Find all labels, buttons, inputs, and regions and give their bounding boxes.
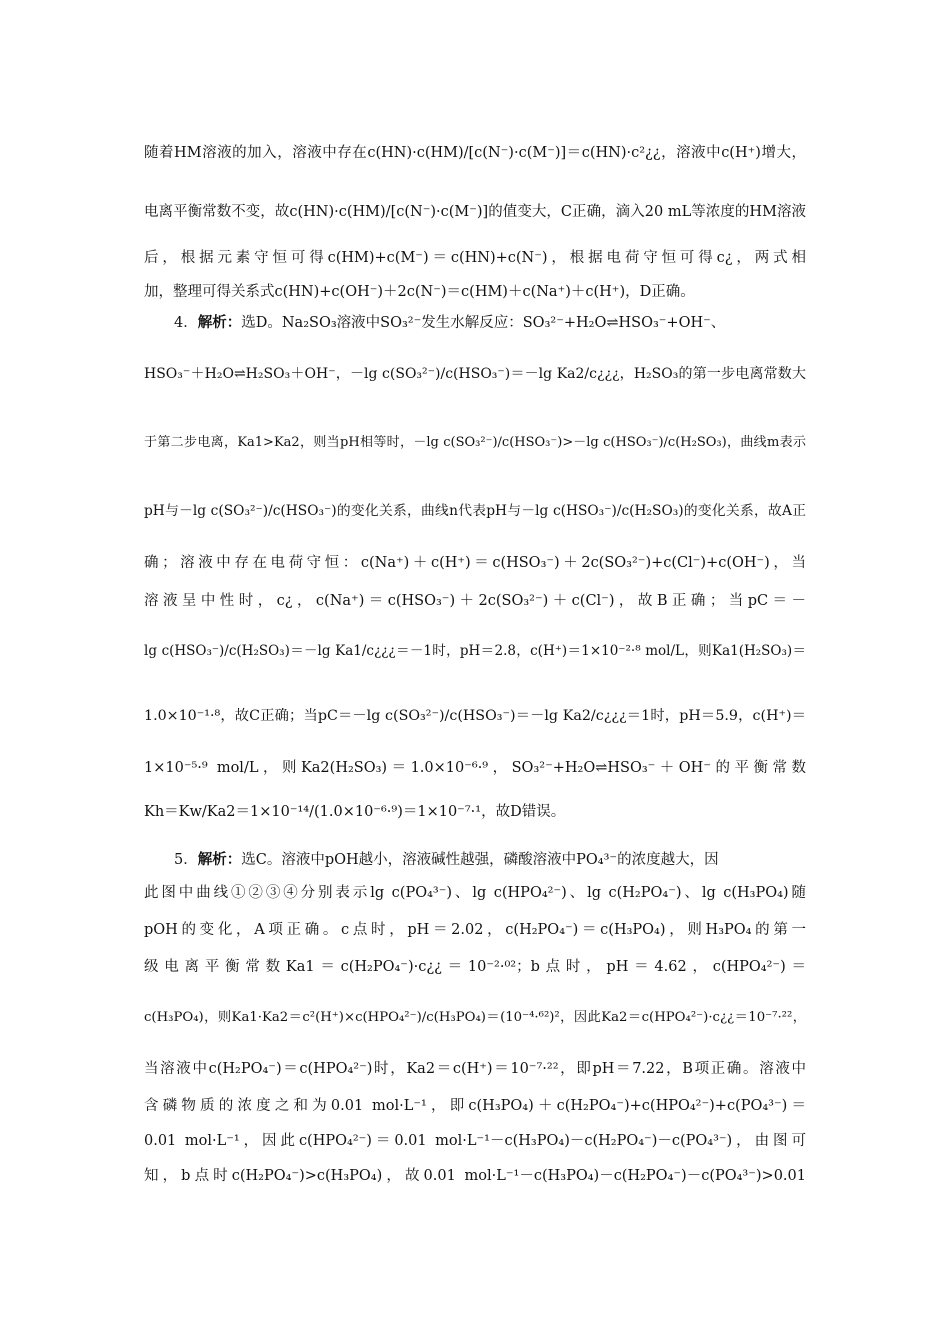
text-line: 加，整理可得关系式c(HN)+c(OH⁻)＋2c(N⁻)＝c(HM)＋c(Na⁺)＋c(H⁺)，D正确。 — [144, 284, 695, 300]
item-4-heading — [174, 312, 806, 334]
item-5-number: 5． — [174, 852, 198, 868]
text-line: Kh＝Kw/Ka2＝1×10⁻¹⁴/(1.0×10⁻⁶·⁹)＝1×10⁻⁷·¹，故D错误。 — [144, 804, 566, 820]
text-line: lg c(HSO₃⁻)/c(H₂SO₃)＝－lg Ka1/c¿¿¿＝－1时，pH＝2.8，c(H⁺)＝1×10⁻²·⁸ mol/L，则Ka1(H₂SO₃)＝ — [144, 643, 806, 659]
text-line: pH与－lg c(SO₃²⁻)/c(HSO₃⁻)的变化关系，曲线n代表pH与－lg c(HSO₃⁻)/c(H₂SO₃)的变化关系，故A正 — [144, 503, 806, 519]
text-line: 含磷物质的浓度之和为0.01 mol·L⁻¹，即c(H₃PO₄)＋c(H₂PO₄⁻)+c(HPO₄²⁻)+c(PO₄³⁻)＝ — [144, 1098, 806, 1114]
text-line: 溶液中pOH越小，溶液碱性越强，磷酸溶液中PO₄³⁻的浓度越大，因 — [281, 852, 719, 868]
text-line: HSO₃⁻＋H₂O⇌H₂SO₃＋OH⁻，－lg c(SO₃²⁻)/c(HSO₃⁻)＝－lg Ka2/c¿¿¿，H₂SO₃的第一步电离常数大 — [144, 366, 806, 382]
item-4-number: 4． — [174, 315, 198, 331]
text-line: 当溶液中c(H₂PO₄⁻)＝c(HPO₄²⁻)时，Ka2＝c(H⁺)＝10⁻⁷·²²，即pH＝7.22，B项正确。溶液中 — [144, 1061, 806, 1077]
text-line: 确；溶液中存在电荷守恒：c(Na⁺)＋c(H⁺)＝c(HSO₃⁻)＋2c(SO₃²⁻)+c(Cl⁻)+c(OH⁻)，当 — [144, 555, 806, 571]
text-line: SO₃²⁻+H₂O⇌HSO₃⁻+OH⁻、 — [522, 315, 726, 331]
text-line: c(H₃PO₄)，则Ka1·Ka2＝c²(H⁺)×c(HPO₄²⁻)/c(H₃PO₄)＝(10⁻⁴·⁶²)²，因此Ka2＝c(HPO₄²⁻)·c¿¿＝10⁻⁷·²²， — [144, 1010, 806, 1025]
text-line: 1×10⁻⁵·⁹ mol/L，则Ka2(H₂SO₃)＝1.0×10⁻⁶·⁹，SO₃²⁻+H₂O⇌HSO₃⁻＋OH⁻的平衡常数 — [144, 760, 806, 776]
text-line: 1.0×10⁻¹·⁸，故C正确；当pC＝－lg c(SO₃²⁻)/c(HSO₃⁻)＝－lg Ka2/c¿¿¿＝1时，pH＝5.9，c(H⁺)＝ — [144, 708, 806, 724]
text-line: 于第二步电离，Ka1>Ka2，则当pH相等时，－lg c(SO₃²⁻)/c(HSO₃⁻)>－lg c(HSO₃⁻)/c(H₂SO₃)，曲线m表示 — [144, 435, 806, 450]
text-line: 溶液呈中性时，c¿，c(Na⁺)＝c(HSO₃⁻)＋2c(SO₃²⁻)＋c(Cl⁻)，故B正确；当pC＝－ — [144, 593, 806, 609]
text-line: 电离平衡常数不变，故c(HN)·c(HM)/[c(N⁻)·c(M⁻)]的值变大，C正确，滴入20 mL等浓度的HM溶液 — [144, 204, 806, 220]
text-line: 0.01 mol·L⁻¹，因此c(HPO₄²⁻)＝0.01 mol·L⁻¹－c(H₃PO₄)－c(H₂PO₄⁻)－c(PO₄³⁻)，由图可 — [144, 1133, 806, 1149]
item-5-heading — [174, 849, 806, 871]
item-5-label: 解析： — [197, 851, 242, 868]
text-line: 后，根据元素守恒可得c(HM)+c(M⁻)＝c(HN)+c(N⁻)，根据电荷守恒可得c¿，两式相 — [144, 250, 806, 266]
text-line: 此图中曲线①②③④分别表示lg c(PO₄³⁻)、lg c(HPO₄²⁻)、lg c(H₂PO₄⁻)、lg c(H₃PO₄)随 — [144, 885, 806, 901]
text-line: pOH的变化，A项正确。c点时，pH＝2.02，c(H₂PO₄⁻)＝c(H₃PO₄)，则H₃PO₄的第一 — [144, 922, 806, 938]
text-line: 随着HM溶液的加入，溶液中存在c(HN)·c(HM)/[c(N⁻)·c(M⁻)]＝c(HN)·c²¿¿，溶液中c(H⁺)增大， — [144, 145, 806, 161]
item-4-text: 选D。Na₂SO₃溶液中SO₃²⁻发生水解反应： — [241, 315, 523, 331]
text-line: 级电离平衡常数Ka1＝c(H₂PO₄⁻)·c¿¿＝10⁻²·⁰²；b点时，pH＝4.62，c(HPO₄²⁻)＝ — [144, 959, 806, 975]
item-4-label: 解析： — [197, 314, 242, 331]
text-line: 知，b点时c(H₂PO₄⁻)>c(H₃PO₄)，故0.01 mol·L⁻¹－c(H₃PO₄)－c(H₂PO₄⁻)－c(PO₄³⁻)>0.01 — [144, 1168, 806, 1184]
item-5-text: 选C。 — [241, 852, 282, 868]
